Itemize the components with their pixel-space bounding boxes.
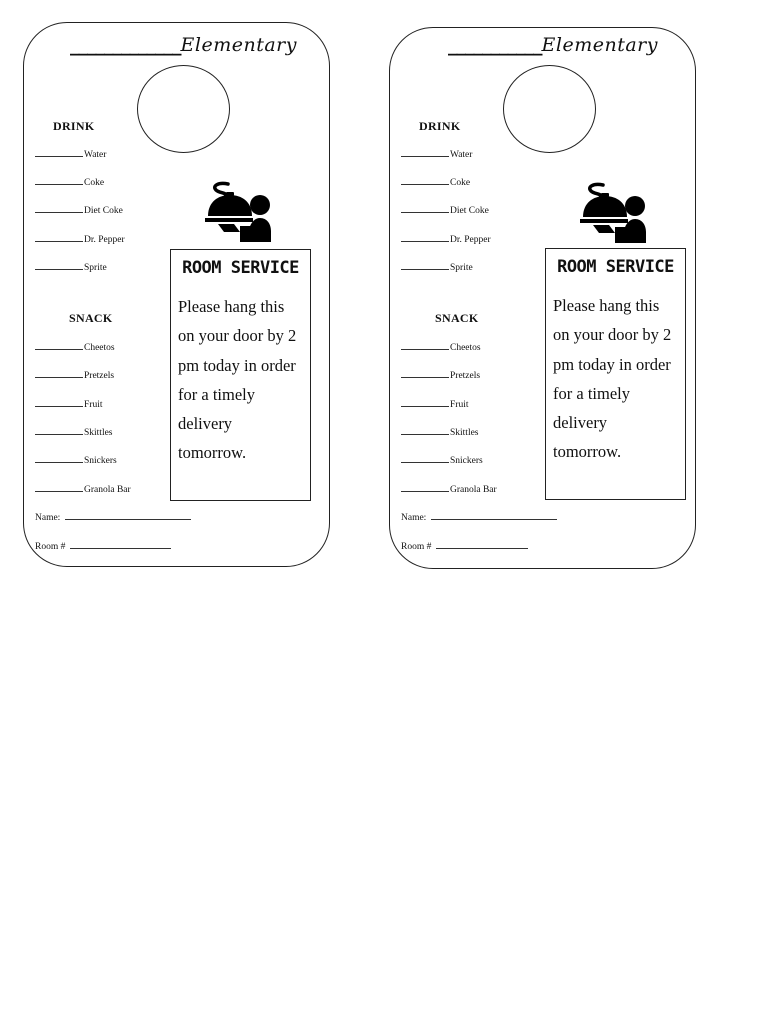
drink-item-coke[interactable]: Coke	[401, 177, 470, 188]
room-field[interactable]: Room #	[401, 541, 528, 552]
snack-item-granola-bar[interactable]: Granola Bar	[401, 484, 497, 495]
school-name-blank: _____________	[70, 34, 181, 56]
school-title	[448, 34, 658, 56]
room-service-heading: ROOM SERVICE	[557, 257, 674, 277]
drink-item-sprite[interactable]: Sprite	[35, 262, 107, 273]
door-knob-hole	[503, 65, 596, 153]
drink-heading: DRINK	[419, 119, 461, 133]
drink-item-coke[interactable]: Coke	[35, 177, 104, 188]
drink-item-sprite[interactable]: Sprite	[401, 262, 473, 273]
drink-item-diet-coke[interactable]: Diet Coke	[35, 205, 123, 216]
name-field[interactable]: Name:	[35, 512, 191, 523]
room-service-notice	[170, 249, 311, 501]
drink-item-dr-pepper[interactable]: Dr. Pepper	[35, 234, 125, 245]
snack-item-pretzels[interactable]: Pretzels	[35, 370, 114, 381]
snack-heading: SNACK	[69, 311, 113, 325]
room-field[interactable]: Room #	[35, 541, 171, 552]
snack-item-cheetos[interactable]: Cheetos	[35, 342, 115, 353]
room-service-instructions: Please hang this on your door by 2 pm today in order for a timely delivery tomorrow.	[553, 296, 672, 462]
snack-item-granola-bar[interactable]: Granola Bar	[35, 484, 131, 495]
drink-item-water[interactable]: Water	[401, 149, 472, 160]
snack-item-pretzels[interactable]: Pretzels	[401, 370, 480, 381]
snack-heading: SNACK	[435, 311, 479, 325]
school-name-blank: ___________	[448, 34, 542, 56]
snack-item-cheetos[interactable]: Cheetos	[401, 342, 481, 353]
school-title	[70, 34, 297, 56]
snack-item-fruit[interactable]: Fruit	[35, 399, 102, 410]
door-hanger-right	[389, 27, 696, 569]
name-field[interactable]: Name:	[401, 512, 557, 523]
room-service-instructions: Please hang this on your door by 2 pm today in order for a timely delivery tomorrow.	[178, 297, 297, 463]
drink-item-water[interactable]: Water	[35, 149, 106, 160]
school-title-text: Elementary	[541, 34, 658, 56]
snack-item-skittles[interactable]: Skittles	[35, 427, 113, 438]
waiter-cloche-icon	[204, 178, 272, 242]
room-service-notice	[545, 248, 686, 500]
school-title-text: Elementary	[180, 34, 297, 56]
waiter-cloche-icon	[579, 179, 647, 243]
door-knob-hole	[137, 65, 230, 153]
snack-item-snickers[interactable]: Snickers	[35, 455, 117, 466]
drink-heading: DRINK	[53, 119, 95, 133]
snack-item-skittles[interactable]: Skittles	[401, 427, 479, 438]
snack-item-snickers[interactable]: Snickers	[401, 455, 483, 466]
snack-item-fruit[interactable]: Fruit	[401, 399, 468, 410]
drink-item-diet-coke[interactable]: Diet Coke	[401, 205, 489, 216]
room-service-heading: ROOM SERVICE	[182, 258, 299, 278]
drink-item-dr-pepper[interactable]: Dr. Pepper	[401, 234, 491, 245]
door-hanger-left	[23, 22, 330, 567]
